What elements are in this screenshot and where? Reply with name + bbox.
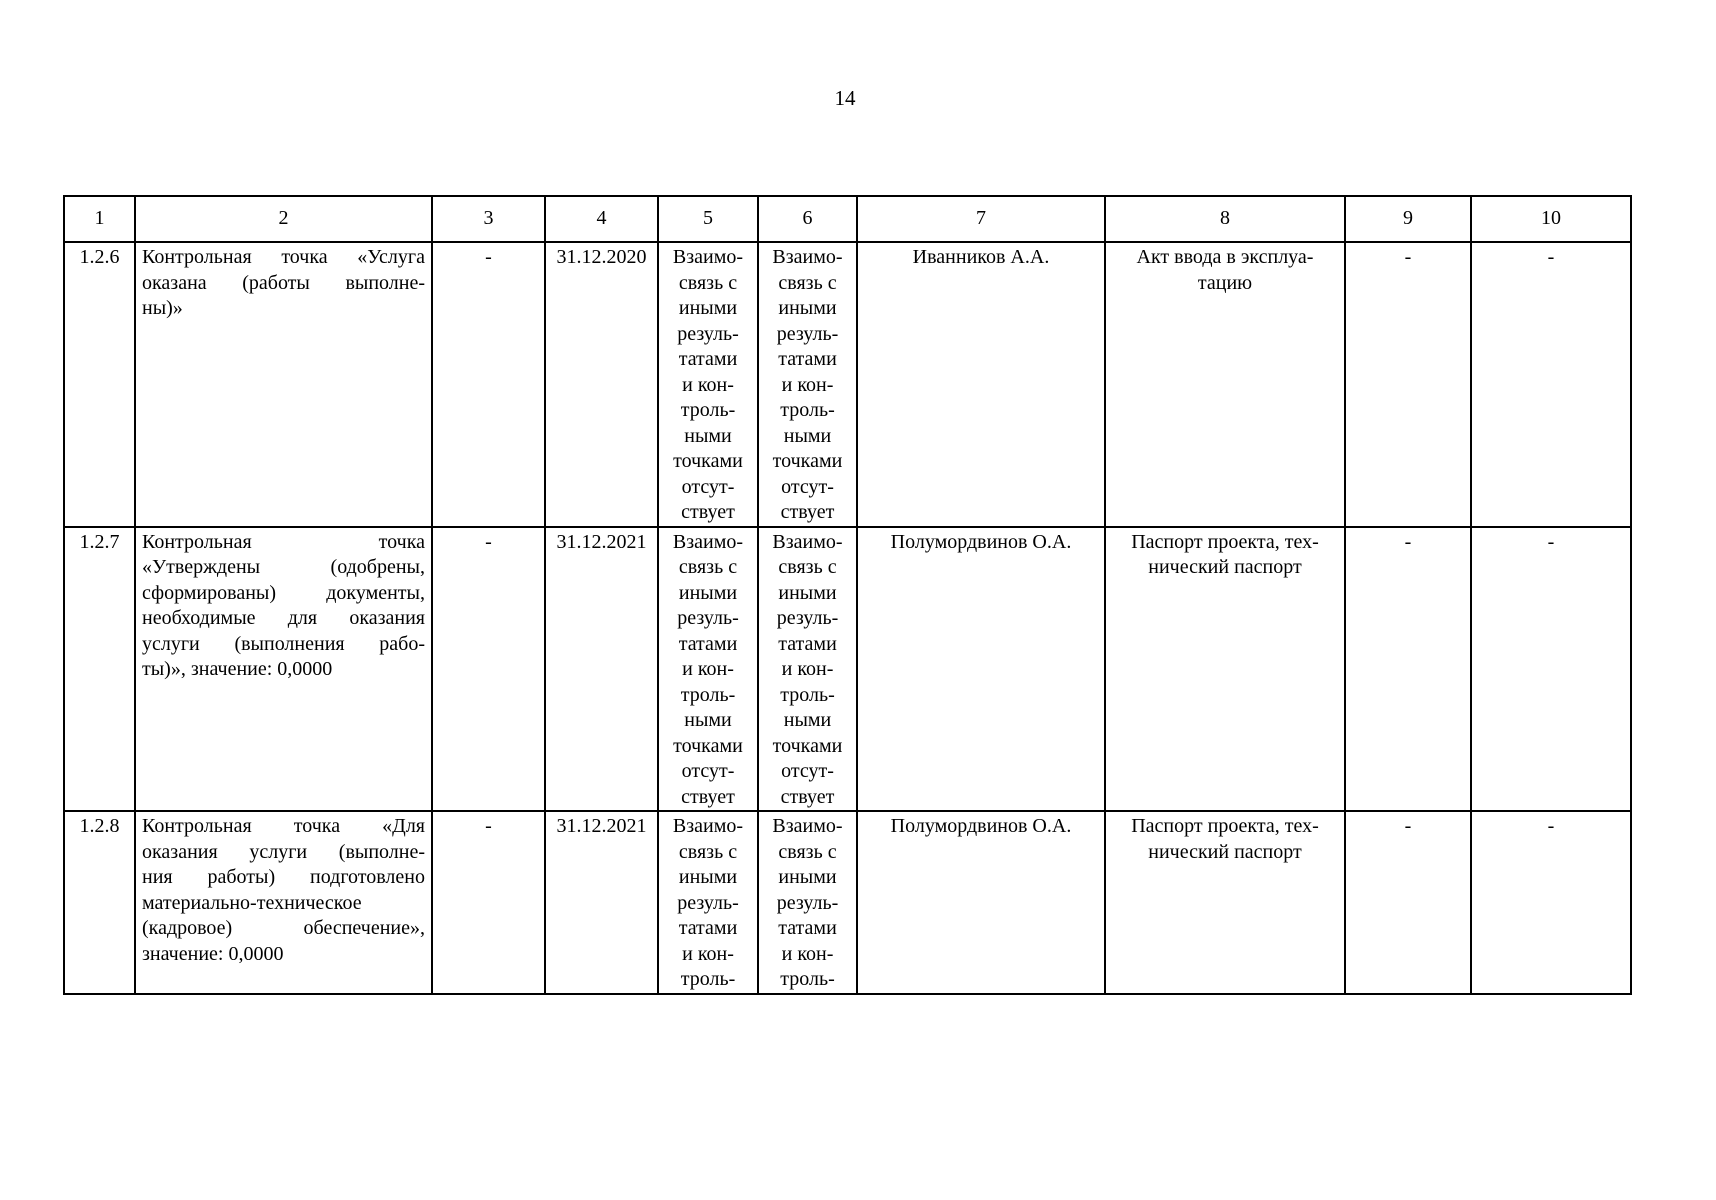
text-line: Взаимо- — [772, 815, 843, 837]
col10-value: - — [1471, 811, 1631, 994]
text-line: и кон- — [682, 942, 734, 965]
text-line: услуги (выполнения рабо- — [142, 632, 425, 655]
due-date: 31.12.2021 — [545, 527, 658, 812]
text-line: точками — [673, 734, 743, 757]
text-line: иными — [678, 581, 738, 604]
text-line: троль- — [680, 399, 736, 421]
text-line: ты)», значение: 0,0000 — [142, 658, 333, 680]
text-line: иными — [778, 866, 837, 888]
text-line: сформированы) документы, — [142, 581, 425, 604]
text-line: и кон- — [781, 658, 834, 680]
text-line: резуль- — [776, 607, 839, 629]
due-date: 31.12.2020 — [545, 242, 658, 527]
text-line: Контрольная точка «Услуга — [142, 246, 425, 268]
relation-next — [758, 811, 857, 994]
text-line: точками — [772, 450, 843, 472]
text-line: Контрольная точка «Для — [142, 815, 425, 837]
text-line: иными — [778, 297, 837, 319]
table-body — [64, 242, 1631, 994]
text-line: материально-техническое — [142, 891, 362, 914]
col10-value: - — [1471, 242, 1631, 527]
text-line: и кон- — [682, 658, 734, 680]
table-header — [64, 196, 1631, 242]
text-line: иными — [778, 581, 837, 604]
text-line: ными — [783, 709, 832, 731]
page-number: 14 — [834, 86, 856, 110]
text-line: необходимые для оказания — [142, 607, 425, 629]
text-line: связь с — [678, 271, 738, 294]
text-line: связь с — [778, 271, 837, 294]
header-col-3: 3 — [432, 196, 545, 242]
header-col-4: 4 — [545, 196, 658, 242]
text-line: ствует — [681, 785, 735, 808]
confirming-document — [1105, 242, 1345, 527]
text-line: ствует — [681, 501, 735, 523]
text-line: нический паспорт — [1148, 840, 1302, 863]
text-line: татами — [678, 917, 738, 939]
text-line: нический паспорт — [1148, 556, 1302, 578]
table-row — [64, 527, 1631, 812]
responsible-person: Полумордвинов О.А. — [857, 527, 1105, 812]
text-line: иными — [678, 866, 738, 888]
text-line: связь с — [678, 556, 738, 578]
text-line: оказана (работы выполне- — [142, 271, 425, 294]
col9-value: - — [1345, 811, 1471, 994]
relation-previous — [658, 811, 758, 994]
text-line: троль- — [780, 399, 835, 421]
text-line: Взаимо- — [672, 815, 744, 837]
text-line: связь с — [778, 840, 837, 863]
text-line: отсут- — [681, 475, 735, 498]
col3-value: - — [432, 242, 545, 527]
text-line: «Утверждены (одобрены, — [142, 556, 425, 578]
col10-value: - — [1471, 527, 1631, 812]
header-col-1: 1 — [64, 196, 135, 242]
text-line: иными — [678, 297, 738, 319]
relation-previous — [658, 527, 758, 812]
text-line: татами — [778, 632, 837, 655]
text-line: тацию — [1197, 271, 1253, 294]
header-col-6: 6 — [758, 196, 857, 242]
text-line: и кон- — [781, 942, 834, 965]
text-line: резуль- — [677, 607, 739, 629]
header-col-8: 8 — [1105, 196, 1345, 242]
responsible-person: Полумордвинов О.А. — [857, 811, 1105, 994]
table-row — [64, 811, 1631, 994]
text-line: ными — [684, 709, 732, 731]
col9-value: - — [1345, 242, 1471, 527]
table-row — [64, 242, 1631, 527]
relation-next — [758, 242, 857, 527]
text-line: ствует — [780, 785, 835, 808]
text-line: связь с — [778, 556, 837, 578]
text-line: ствует — [780, 501, 835, 523]
text-line: троль- — [680, 683, 736, 706]
text-line: троль- — [680, 968, 736, 990]
relation-next — [758, 527, 857, 812]
text-line: Взаимо- — [772, 530, 843, 553]
col9-value: - — [1345, 527, 1471, 812]
header-col-5: 5 — [658, 196, 758, 242]
text-line: ными — [783, 424, 832, 447]
text-line: ния работы) подготовлено — [142, 866, 425, 888]
text-line: татами — [678, 348, 738, 370]
text-line: ными — [684, 424, 732, 447]
text-line: резуль- — [776, 891, 839, 914]
row-number: 1.2.6 — [64, 242, 135, 527]
text-line: ны)» — [142, 297, 183, 319]
text-line: и кон- — [781, 373, 834, 396]
text-line: точками — [673, 450, 743, 472]
row-number: 1.2.8 — [64, 811, 135, 994]
text-line: отсут- — [781, 760, 834, 782]
text-line: связь с — [678, 840, 738, 863]
relation-previous — [658, 242, 758, 527]
text-line: значение: 0,0000 — [142, 942, 284, 965]
text-line: оказания услуги (выполне- — [142, 840, 425, 863]
text-line: Контрольная точка — [142, 530, 425, 553]
confirming-document — [1105, 527, 1345, 812]
text-line: троль- — [780, 968, 835, 990]
text-line: Акт ввода в эксплуа- — [1136, 246, 1314, 268]
text-line: отсут- — [681, 760, 735, 782]
text-line: резуль- — [677, 322, 739, 345]
control-point-name — [135, 242, 432, 527]
header-col-7: 7 — [857, 196, 1105, 242]
responsible-person: Иванников А.А. — [857, 242, 1105, 527]
text-line: Взаимо- — [672, 246, 744, 268]
text-line: (кадровое) обеспечение», — [142, 917, 425, 939]
text-line: и кон- — [682, 373, 734, 396]
header-row — [64, 196, 1631, 242]
text-line: Паспорт проекта, тех- — [1131, 815, 1319, 837]
control-point-name — [135, 527, 432, 812]
col3-value: - — [432, 527, 545, 812]
text-line: Паспорт проекта, тех- — [1131, 530, 1319, 553]
text-line: Взаимо- — [772, 246, 843, 268]
due-date: 31.12.2021 — [545, 811, 658, 994]
text-line: отсут- — [781, 475, 834, 498]
header-col-2: 2 — [135, 196, 432, 242]
text-line: Взаимо- — [672, 530, 744, 553]
text-line: резуль- — [776, 322, 839, 345]
plan-table — [63, 195, 1632, 995]
col3-value: - — [432, 811, 545, 994]
row-number: 1.2.7 — [64, 527, 135, 812]
text-line: татами — [678, 632, 738, 655]
text-line: троль- — [780, 683, 835, 706]
header-col-10: 10 — [1471, 196, 1631, 242]
text-line: резуль- — [677, 891, 739, 914]
header-col-9: 9 — [1345, 196, 1471, 242]
confirming-document — [1105, 811, 1345, 994]
text-line: татами — [778, 348, 837, 370]
text-line: точками — [772, 734, 843, 757]
control-point-name — [135, 811, 432, 994]
text-line: татами — [778, 917, 837, 939]
